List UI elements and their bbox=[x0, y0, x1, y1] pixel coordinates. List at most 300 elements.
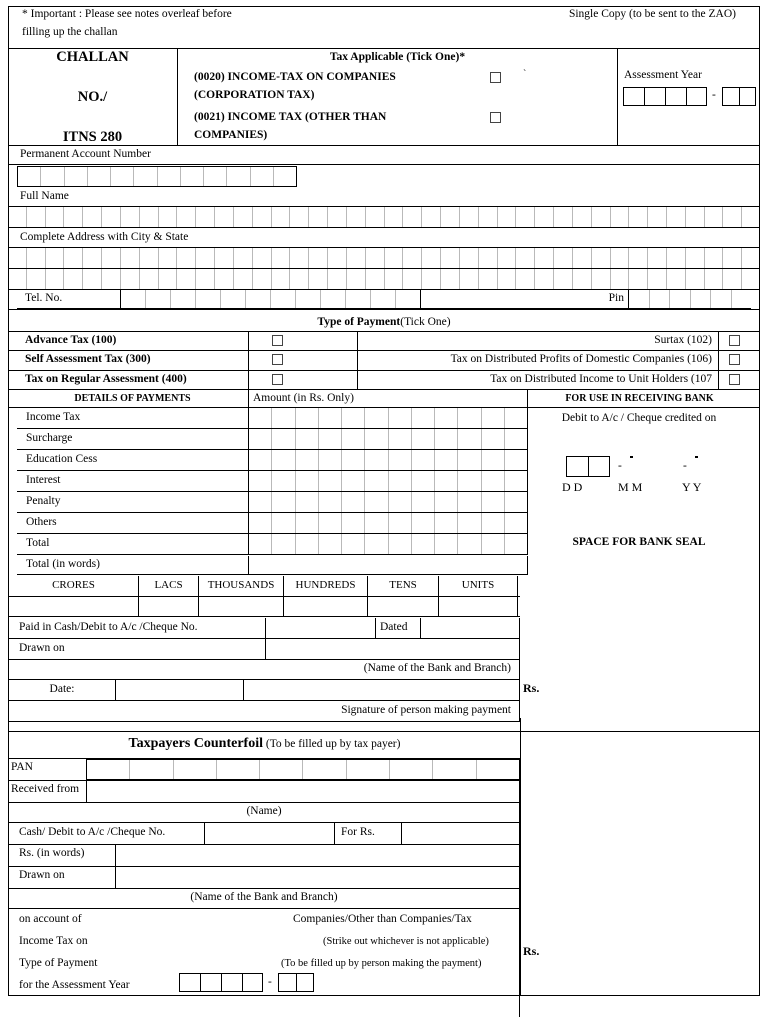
received-from-input[interactable] bbox=[87, 781, 520, 802]
tel-cell[interactable] bbox=[321, 290, 346, 308]
cf-pan-cell[interactable] bbox=[260, 760, 303, 779]
name-cell[interactable] bbox=[422, 207, 441, 227]
amt-cell[interactable] bbox=[365, 513, 388, 533]
amt-cell[interactable] bbox=[458, 492, 481, 512]
addr-cell[interactable] bbox=[234, 269, 253, 289]
addr-cell[interactable] bbox=[290, 248, 309, 268]
denom-input-lacs[interactable] bbox=[139, 597, 199, 616]
amt-cell[interactable] bbox=[435, 471, 458, 491]
addr-cell[interactable] bbox=[611, 269, 630, 289]
name-cell[interactable] bbox=[64, 207, 83, 227]
amt-cell[interactable] bbox=[249, 492, 272, 512]
amt-cell[interactable] bbox=[249, 471, 272, 491]
name-cell[interactable] bbox=[177, 207, 196, 227]
amt-cell[interactable] bbox=[482, 450, 505, 470]
addr-cell[interactable] bbox=[516, 248, 535, 268]
checkbox-unit-holders-107[interactable] bbox=[729, 374, 740, 385]
checkbox-surtax-102[interactable] bbox=[729, 335, 740, 346]
amt-cell[interactable] bbox=[458, 408, 481, 428]
addr-cell[interactable] bbox=[441, 248, 460, 268]
addr-cell[interactable] bbox=[723, 269, 742, 289]
pan-cell[interactable] bbox=[204, 167, 227, 186]
addr-cell[interactable] bbox=[742, 248, 760, 268]
name-cell[interactable] bbox=[253, 207, 272, 227]
tel-cell[interactable] bbox=[296, 290, 321, 308]
pan-cell[interactable] bbox=[181, 167, 204, 186]
pin-cell[interactable] bbox=[650, 290, 671, 308]
tel-cell[interactable] bbox=[221, 290, 246, 308]
amt-cell[interactable] bbox=[319, 513, 342, 533]
amt-cell[interactable] bbox=[389, 408, 412, 428]
cf-ay-box[interactable] bbox=[278, 973, 296, 992]
pan-cell[interactable] bbox=[88, 167, 111, 186]
mm-box[interactable] bbox=[631, 456, 633, 458]
amt-cell[interactable] bbox=[365, 471, 388, 491]
amt-cell[interactable] bbox=[505, 429, 527, 449]
ay-box[interactable] bbox=[686, 87, 707, 106]
addr-cell[interactable] bbox=[121, 269, 140, 289]
payment-option-regular-assessment[interactable] bbox=[17, 371, 249, 390]
amt-cell[interactable] bbox=[389, 513, 412, 533]
pan-input[interactable] bbox=[17, 166, 297, 187]
cf-ay-box[interactable] bbox=[179, 973, 200, 992]
addr-cell[interactable] bbox=[403, 248, 422, 268]
amt-cell[interactable] bbox=[435, 513, 458, 533]
counterfoil-ay-input-start[interactable] bbox=[179, 973, 263, 992]
amt-cell[interactable] bbox=[412, 471, 435, 491]
ay-box[interactable] bbox=[665, 87, 686, 106]
amt-cell[interactable] bbox=[389, 492, 412, 512]
cf-pan-cell[interactable] bbox=[303, 760, 346, 779]
amt-cell[interactable] bbox=[412, 450, 435, 470]
amt-cell[interactable] bbox=[319, 429, 342, 449]
addr-cell[interactable] bbox=[742, 269, 760, 289]
name-cell[interactable] bbox=[290, 207, 309, 227]
name-cell[interactable] bbox=[554, 207, 573, 227]
tel-cell[interactable] bbox=[171, 290, 196, 308]
addr-cell[interactable] bbox=[535, 269, 554, 289]
addr-cell[interactable] bbox=[385, 248, 404, 268]
addr-cell[interactable] bbox=[159, 269, 178, 289]
addr-cell[interactable] bbox=[667, 248, 686, 268]
addr-cell[interactable] bbox=[629, 269, 648, 289]
cf-pan-cell[interactable] bbox=[87, 760, 130, 779]
denom-input-units[interactable] bbox=[439, 597, 518, 616]
name-cell[interactable] bbox=[385, 207, 404, 227]
amt-cell[interactable] bbox=[342, 429, 365, 449]
addr-cell[interactable] bbox=[83, 248, 102, 268]
name-cell[interactable] bbox=[592, 207, 611, 227]
name-cell[interactable] bbox=[705, 207, 724, 227]
pan-cell[interactable] bbox=[158, 167, 181, 186]
amt-cell[interactable] bbox=[435, 534, 458, 554]
name-cell[interactable] bbox=[742, 207, 760, 227]
amt-cell[interactable] bbox=[342, 471, 365, 491]
tel-cell[interactable] bbox=[271, 290, 296, 308]
amt-cell[interactable] bbox=[389, 471, 412, 491]
amt-cell[interactable] bbox=[482, 471, 505, 491]
for-rs-input[interactable] bbox=[402, 823, 520, 844]
amt-cell[interactable] bbox=[272, 513, 295, 533]
addr-cell[interactable] bbox=[460, 269, 479, 289]
full-name-input[interactable] bbox=[8, 207, 760, 228]
amt-cell[interactable] bbox=[365, 534, 388, 554]
tel-cell[interactable] bbox=[371, 290, 396, 308]
checkbox-distributed-profits-106[interactable] bbox=[729, 354, 740, 365]
amt-cell[interactable] bbox=[505, 492, 527, 512]
drawn-on-input[interactable] bbox=[266, 639, 520, 659]
addr-cell[interactable] bbox=[272, 248, 291, 268]
name-cell[interactable] bbox=[347, 207, 366, 227]
name-cell[interactable] bbox=[460, 207, 479, 227]
addr-cell[interactable] bbox=[46, 269, 65, 289]
addr-cell[interactable] bbox=[328, 269, 347, 289]
amount-input-education-cess[interactable] bbox=[249, 450, 528, 471]
addr-cell[interactable] bbox=[573, 248, 592, 268]
addr-cell[interactable] bbox=[177, 269, 196, 289]
addr-cell[interactable] bbox=[422, 269, 441, 289]
amt-cell[interactable] bbox=[482, 492, 505, 512]
pan-cell[interactable] bbox=[18, 167, 41, 186]
checkbox-regular-assessment-400[interactable] bbox=[272, 374, 283, 385]
amt-cell[interactable] bbox=[435, 492, 458, 512]
addr-cell[interactable] bbox=[328, 248, 347, 268]
addr-cell[interactable] bbox=[309, 269, 328, 289]
addr-cell[interactable] bbox=[347, 269, 366, 289]
addr-cell[interactable] bbox=[479, 248, 498, 268]
checkbox-advance-tax-100[interactable] bbox=[272, 335, 283, 346]
rs-in-words-input[interactable] bbox=[116, 845, 520, 866]
addr-cell[interactable] bbox=[215, 248, 234, 268]
amt-cell[interactable] bbox=[319, 408, 342, 428]
payment-option-self-assessment[interactable] bbox=[17, 351, 249, 370]
amt-cell[interactable] bbox=[342, 450, 365, 470]
amt-cell[interactable] bbox=[249, 450, 272, 470]
amt-cell[interactable] bbox=[319, 492, 342, 512]
amt-cell[interactable] bbox=[319, 450, 342, 470]
amt-cell[interactable] bbox=[389, 450, 412, 470]
pan-cell[interactable] bbox=[251, 167, 274, 186]
name-cell[interactable] bbox=[441, 207, 460, 227]
addr-cell[interactable] bbox=[460, 248, 479, 268]
amt-cell[interactable] bbox=[296, 513, 319, 533]
amt-cell[interactable] bbox=[389, 429, 412, 449]
amt-cell[interactable] bbox=[249, 408, 272, 428]
name-cell[interactable] bbox=[403, 207, 422, 227]
amt-cell[interactable] bbox=[272, 429, 295, 449]
cf-pan-cell[interactable] bbox=[347, 760, 390, 779]
amount-input-surcharge[interactable] bbox=[249, 429, 528, 450]
amt-cell[interactable] bbox=[272, 492, 295, 512]
amt-cell[interactable] bbox=[482, 429, 505, 449]
addr-cell[interactable] bbox=[366, 269, 385, 289]
payment-option-surtax[interactable] bbox=[357, 332, 719, 351]
amt-cell[interactable] bbox=[482, 513, 505, 533]
addr-cell[interactable] bbox=[723, 248, 742, 268]
tel-cell[interactable] bbox=[121, 290, 146, 308]
name-cell[interactable] bbox=[159, 207, 178, 227]
amt-cell[interactable] bbox=[342, 492, 365, 512]
amt-cell[interactable] bbox=[319, 471, 342, 491]
addr-cell[interactable] bbox=[498, 269, 517, 289]
amt-cell[interactable] bbox=[365, 450, 388, 470]
cf-ay-box[interactable] bbox=[200, 973, 221, 992]
amt-cell[interactable] bbox=[389, 534, 412, 554]
cf-pan-cell[interactable] bbox=[217, 760, 260, 779]
amt-cell[interactable] bbox=[296, 450, 319, 470]
addr-cell[interactable] bbox=[290, 269, 309, 289]
pin-cell[interactable] bbox=[691, 290, 712, 308]
name-cell[interactable] bbox=[573, 207, 592, 227]
name-cell[interactable] bbox=[102, 207, 121, 227]
amt-cell[interactable] bbox=[342, 534, 365, 554]
name-cell[interactable] bbox=[309, 207, 328, 227]
addr-cell[interactable] bbox=[629, 248, 648, 268]
name-cell[interactable] bbox=[648, 207, 667, 227]
addr-cell[interactable] bbox=[366, 248, 385, 268]
amt-cell[interactable] bbox=[365, 408, 388, 428]
credit-date-day-input[interactable] bbox=[566, 456, 610, 477]
addr-cell[interactable] bbox=[159, 248, 178, 268]
name-cell[interactable] bbox=[629, 207, 648, 227]
counterfoil-ay-input-end[interactable] bbox=[278, 973, 314, 992]
amt-cell[interactable] bbox=[412, 492, 435, 512]
addr-cell[interactable] bbox=[309, 248, 328, 268]
addr-cell[interactable] bbox=[667, 269, 686, 289]
amt-cell[interactable] bbox=[458, 450, 481, 470]
name-cell[interactable] bbox=[8, 207, 27, 227]
tel-cell[interactable] bbox=[196, 290, 221, 308]
amt-cell[interactable] bbox=[365, 429, 388, 449]
denom-input-tens[interactable] bbox=[368, 597, 439, 616]
amt-cell[interactable] bbox=[412, 513, 435, 533]
addr-cell[interactable] bbox=[272, 269, 291, 289]
tel-input[interactable] bbox=[121, 290, 421, 309]
name-cell[interactable] bbox=[686, 207, 705, 227]
assessment-year-input-end[interactable] bbox=[722, 87, 756, 106]
amt-cell[interactable] bbox=[505, 534, 527, 554]
counterfoil-drawn-on-input[interactable] bbox=[116, 867, 520, 888]
amt-cell[interactable] bbox=[296, 429, 319, 449]
amt-cell[interactable] bbox=[435, 408, 458, 428]
addr-cell[interactable] bbox=[177, 248, 196, 268]
amt-cell[interactable] bbox=[435, 450, 458, 470]
amt-cell[interactable] bbox=[342, 408, 365, 428]
addr-cell[interactable] bbox=[648, 248, 667, 268]
ay-box[interactable] bbox=[739, 87, 756, 106]
name-cell[interactable] bbox=[535, 207, 554, 227]
date-input[interactable] bbox=[116, 680, 244, 700]
addr-cell[interactable] bbox=[535, 248, 554, 268]
amount-input-interest[interactable] bbox=[249, 471, 528, 492]
addr-cell[interactable] bbox=[64, 248, 83, 268]
name-cell[interactable] bbox=[516, 207, 535, 227]
name-cell[interactable] bbox=[121, 207, 140, 227]
amt-cell[interactable] bbox=[342, 513, 365, 533]
amt-cell[interactable] bbox=[505, 450, 527, 470]
amount-input-total[interactable] bbox=[249, 534, 528, 555]
name-cell[interactable] bbox=[27, 207, 46, 227]
pan-cell[interactable] bbox=[134, 167, 157, 186]
ay-box[interactable] bbox=[623, 87, 644, 106]
amt-cell[interactable] bbox=[296, 471, 319, 491]
tel-cell[interactable] bbox=[246, 290, 271, 308]
addr-cell[interactable] bbox=[64, 269, 83, 289]
ay-box[interactable] bbox=[644, 87, 665, 106]
pin-cell[interactable] bbox=[711, 290, 732, 308]
name-cell[interactable] bbox=[498, 207, 517, 227]
addr-cell[interactable] bbox=[648, 269, 667, 289]
cf-pan-cell[interactable] bbox=[130, 760, 173, 779]
name-cell[interactable] bbox=[328, 207, 347, 227]
denom-input-thousands[interactable] bbox=[199, 597, 284, 616]
pin-cell[interactable] bbox=[629, 290, 650, 308]
addr-cell[interactable] bbox=[8, 248, 27, 268]
dd-box[interactable] bbox=[588, 456, 610, 477]
pan-cell[interactable] bbox=[41, 167, 64, 186]
addr-cell[interactable] bbox=[686, 248, 705, 268]
addr-cell[interactable] bbox=[121, 248, 140, 268]
amount-input-penalty[interactable] bbox=[249, 492, 528, 513]
amt-cell[interactable] bbox=[412, 429, 435, 449]
name-cell[interactable] bbox=[215, 207, 234, 227]
addr-cell[interactable] bbox=[573, 269, 592, 289]
addr-cell[interactable] bbox=[140, 248, 159, 268]
addr-cell[interactable] bbox=[253, 248, 272, 268]
amt-cell[interactable] bbox=[505, 408, 527, 428]
address-input-line1[interactable] bbox=[8, 248, 760, 269]
addr-cell[interactable] bbox=[46, 248, 65, 268]
total-in-words-input[interactable] bbox=[249, 556, 528, 575]
amount-input-others[interactable] bbox=[249, 513, 528, 534]
addr-cell[interactable] bbox=[705, 248, 724, 268]
dd-box[interactable] bbox=[566, 456, 588, 477]
addr-cell[interactable] bbox=[8, 269, 27, 289]
name-cell[interactable] bbox=[366, 207, 385, 227]
amt-cell[interactable] bbox=[249, 513, 272, 533]
amt-cell[interactable] bbox=[296, 534, 319, 554]
amt-cell[interactable] bbox=[435, 429, 458, 449]
assessment-year-input-start[interactable] bbox=[623, 87, 707, 106]
ay-box[interactable] bbox=[722, 87, 739, 106]
pin-cell[interactable] bbox=[732, 290, 752, 308]
amt-cell[interactable] bbox=[412, 534, 435, 554]
name-cell[interactable] bbox=[611, 207, 630, 227]
address-input-line2[interactable] bbox=[8, 269, 760, 290]
name-cell[interactable] bbox=[83, 207, 102, 227]
pan-cell[interactable] bbox=[111, 167, 134, 186]
addr-cell[interactable] bbox=[554, 269, 573, 289]
addr-cell[interactable] bbox=[422, 248, 441, 268]
cf-pan-cell[interactable] bbox=[433, 760, 476, 779]
counterfoil-pan-input[interactable] bbox=[87, 759, 520, 780]
amt-cell[interactable] bbox=[272, 534, 295, 554]
tel-cell[interactable] bbox=[346, 290, 371, 308]
denom-input-crores[interactable] bbox=[9, 597, 139, 616]
addr-cell[interactable] bbox=[498, 248, 517, 268]
addr-cell[interactable] bbox=[592, 269, 611, 289]
amt-cell[interactable] bbox=[505, 513, 527, 533]
amt-cell[interactable] bbox=[412, 408, 435, 428]
addr-cell[interactable] bbox=[705, 269, 724, 289]
signature-input[interactable] bbox=[244, 680, 520, 700]
name-cell[interactable] bbox=[479, 207, 498, 227]
checkbox-self-assessment-300[interactable] bbox=[272, 354, 283, 365]
amt-cell[interactable] bbox=[482, 408, 505, 428]
amt-cell[interactable] bbox=[482, 534, 505, 554]
checkbox-tax-0020[interactable] bbox=[490, 72, 501, 83]
addr-cell[interactable] bbox=[385, 269, 404, 289]
pin-input[interactable] bbox=[629, 290, 751, 309]
addr-cell[interactable] bbox=[347, 248, 366, 268]
addr-cell[interactable] bbox=[83, 269, 102, 289]
pan-cell[interactable] bbox=[65, 167, 88, 186]
amt-cell[interactable] bbox=[272, 450, 295, 470]
amt-cell[interactable] bbox=[458, 534, 481, 554]
addr-cell[interactable] bbox=[554, 248, 573, 268]
name-cell[interactable] bbox=[272, 207, 291, 227]
addr-cell[interactable] bbox=[516, 269, 535, 289]
addr-cell[interactable] bbox=[27, 269, 46, 289]
addr-cell[interactable] bbox=[611, 248, 630, 268]
addr-cell[interactable] bbox=[441, 269, 460, 289]
addr-cell[interactable] bbox=[686, 269, 705, 289]
addr-cell[interactable] bbox=[27, 248, 46, 268]
cf-ay-box[interactable] bbox=[242, 973, 263, 992]
cf-ay-box[interactable] bbox=[296, 973, 314, 992]
addr-cell[interactable] bbox=[403, 269, 422, 289]
addr-cell[interactable] bbox=[253, 269, 272, 289]
addr-cell[interactable] bbox=[140, 269, 159, 289]
name-cell[interactable] bbox=[234, 207, 253, 227]
amt-cell[interactable] bbox=[319, 534, 342, 554]
amt-cell[interactable] bbox=[458, 471, 481, 491]
name-cell[interactable] bbox=[46, 207, 65, 227]
name-cell[interactable] bbox=[723, 207, 742, 227]
amount-input-income-tax[interactable] bbox=[249, 408, 528, 429]
cf-pan-cell[interactable] bbox=[477, 760, 519, 779]
addr-cell[interactable] bbox=[196, 248, 215, 268]
payment-option-unit-holders[interactable] bbox=[357, 371, 719, 390]
credit-date-year-input[interactable] bbox=[695, 456, 698, 458]
tel-cell[interactable] bbox=[146, 290, 171, 308]
addr-cell[interactable] bbox=[102, 248, 121, 268]
addr-cell[interactable] bbox=[102, 269, 121, 289]
amt-cell[interactable] bbox=[272, 408, 295, 428]
amt-cell[interactable] bbox=[272, 471, 295, 491]
addr-cell[interactable] bbox=[196, 269, 215, 289]
payment-option-distributed-profits[interactable] bbox=[357, 351, 719, 370]
payment-option-advance-tax[interactable] bbox=[17, 332, 249, 351]
name-cell[interactable] bbox=[667, 207, 686, 227]
cf-pan-cell[interactable] bbox=[174, 760, 217, 779]
denom-input-hundreds[interactable] bbox=[284, 597, 368, 616]
name-cell[interactable] bbox=[196, 207, 215, 227]
amt-cell[interactable] bbox=[296, 492, 319, 512]
cf-pan-cell[interactable] bbox=[390, 760, 433, 779]
cf-ay-box[interactable] bbox=[221, 973, 242, 992]
addr-cell[interactable] bbox=[234, 248, 253, 268]
name-cell[interactable] bbox=[140, 207, 159, 227]
pin-cell[interactable] bbox=[670, 290, 691, 308]
amt-cell[interactable] bbox=[249, 429, 272, 449]
amt-cell[interactable] bbox=[249, 534, 272, 554]
addr-cell[interactable] bbox=[592, 248, 611, 268]
addr-cell[interactable] bbox=[479, 269, 498, 289]
cheque-no-input[interactable] bbox=[266, 618, 376, 638]
tel-cell[interactable] bbox=[396, 290, 420, 308]
yy-box[interactable] bbox=[696, 456, 698, 458]
